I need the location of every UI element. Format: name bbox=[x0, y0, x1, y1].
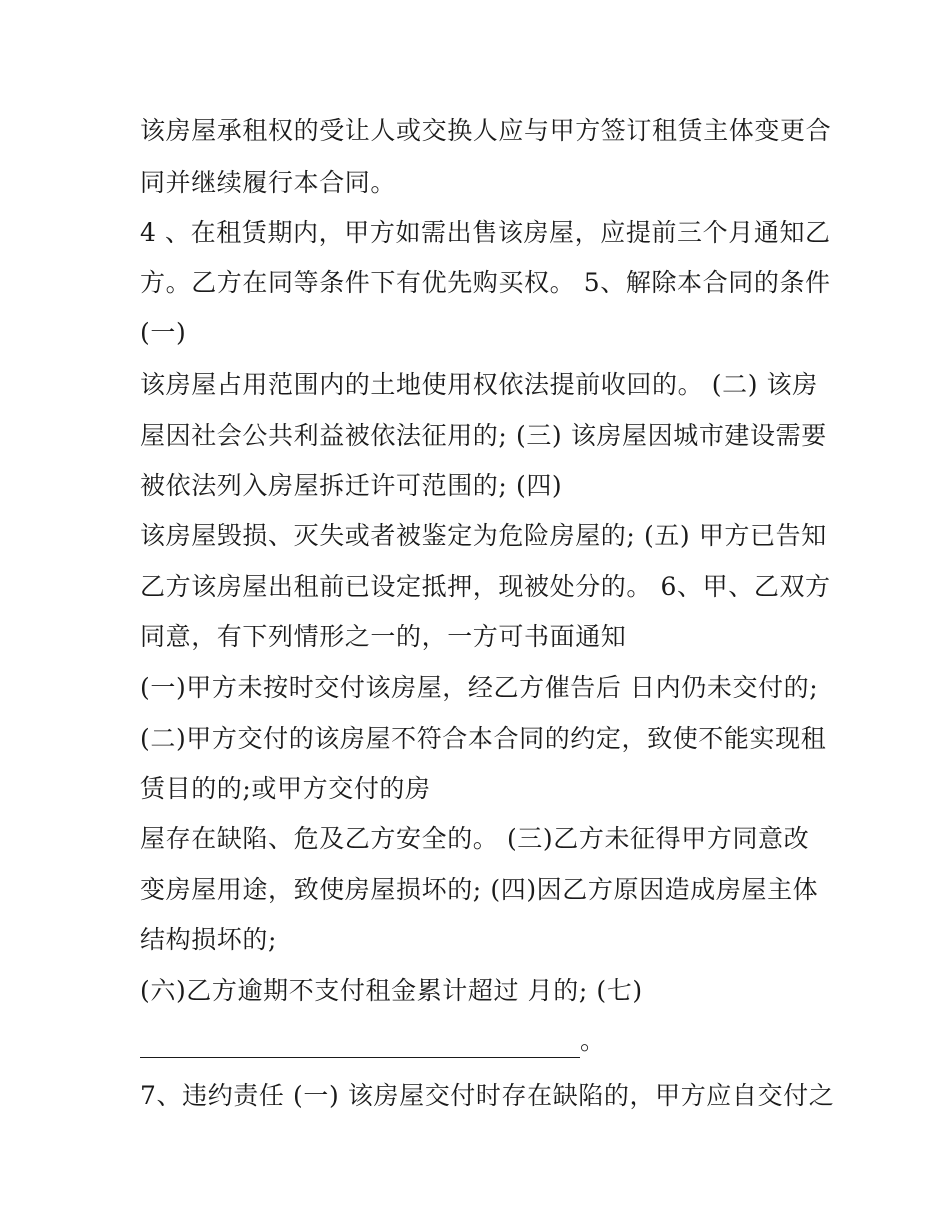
text-line: 赁目的的;或甲方交付的房 bbox=[140, 774, 431, 803]
text-line: 该房屋毁损、灭失或者被鉴定为危险房屋的; (五) 甲方已告知 bbox=[140, 521, 827, 550]
blank-underline bbox=[140, 1033, 580, 1058]
text-line: 该房屋承租权的受让人或交换人应与甲方签订租赁主体变更合 bbox=[140, 116, 832, 145]
text-line-last: 7、违约责任 (一) 该房屋交付时存在缺陷的，甲方应自交付之 bbox=[140, 1081, 835, 1110]
text-line: (二)甲方交付的该房屋不符合本合同的约定，致使不能实现租 bbox=[140, 724, 827, 753]
text-line: 屋存在缺陷、危及乙方安全的。 (三)乙方未征得甲方同意改 bbox=[140, 824, 810, 853]
text-line: 4 、在租赁期内，甲方如需出售该房屋，应提前三个月通知乙 bbox=[140, 218, 831, 247]
text-line: 该房屋占用范围内的土地使用权依法提前收回的。 (二) 该房 bbox=[140, 370, 818, 399]
text-line: 同并继续履行本合同。 bbox=[140, 168, 397, 197]
text-line: 乙方该房屋出租前已设定抵押，现被处分的。 6、甲、乙双方 bbox=[140, 572, 831, 601]
text-line: 屋因社会公共利益被依法征用的; (三) 该房屋因城市建设需要 bbox=[140, 421, 827, 450]
text-line: 变房屋用途，致使房屋损坏的; (四)因乙方原因造成房屋主体 bbox=[140, 875, 819, 904]
text-line: 同意，有下列情形之一的，一方可书面通知 bbox=[140, 622, 627, 651]
text-line: (六)乙方逾期不支付租金累计超过 月的; (七) bbox=[140, 976, 643, 1005]
text-line: (一)甲方未按时交付该房屋，经乙方催告后 日内仍未交付的; bbox=[140, 673, 819, 702]
text-line: 被依法列入房屋拆迁许可范围的; (四) bbox=[140, 471, 563, 500]
text-line: 结构损坏的; bbox=[140, 925, 278, 954]
blank-fill-line bbox=[140, 1024, 606, 1058]
text-line: 方。乙方在同等条件下有优先购买权。 5、解除本合同的条件 bbox=[140, 268, 831, 297]
text-line: (一) bbox=[140, 318, 187, 347]
blank-line-end: 。 bbox=[580, 1026, 606, 1055]
